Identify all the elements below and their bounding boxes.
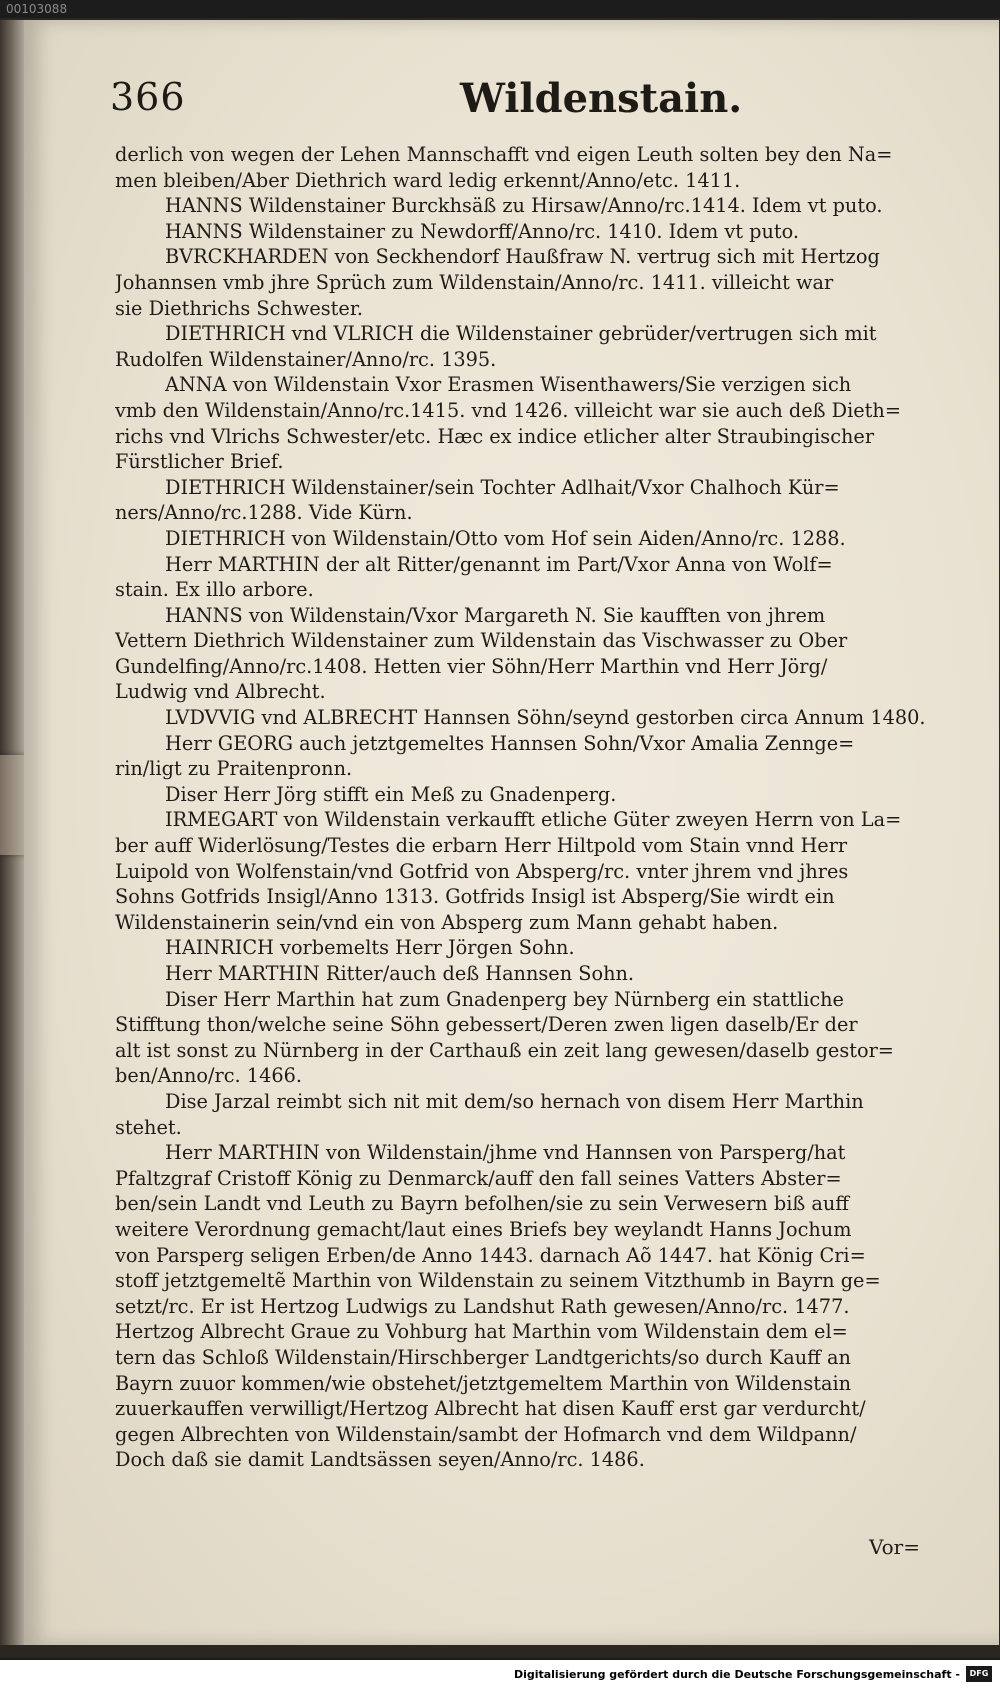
- text-line: HANNS Wildenstainer zu Newdorff/Anno/rc. 1410. Idem vt puto.: [165, 219, 800, 243]
- text-line: ners/Anno/rc.1288. Vide Kürn.: [115, 501, 413, 525]
- text-line: DIETHRICH Wildenstainer/sein Tochter Adlhait/Vxor Chalhoch Kür=: [165, 475, 840, 499]
- text-line: Stifftung thon/welche seine Söhn gebessert/Deren zwen ligen daselb/Er der: [115, 1013, 858, 1037]
- text-line: HAINRICH vorbemelts Herr Jörgen Sohn.: [165, 936, 575, 960]
- running-head: Wildenstain.: [460, 75, 743, 122]
- catchword: Vor=: [869, 1535, 920, 1559]
- text-line: HANNS von Wildenstain/Vxor Margareth N. Sie kaufften von jhrem: [165, 603, 826, 627]
- text-line: stehet.: [115, 1115, 182, 1139]
- text-line: Diser Herr Jörg stifft ein Meß zu Gnadenperg.: [165, 782, 617, 806]
- body-text: [115, 142, 945, 1473]
- text-line: richs vnd Vlrichs Schwester/etc. Hæc ex indice etlicher alter Straubingischer: [115, 424, 875, 448]
- text-line: Pfaltzgraf Cristoff König zu Denmarck/auff den fall seines Vatters Abster=: [115, 1166, 842, 1190]
- text-line: Herr MARTHIN der alt Ritter/genannt im Part/Vxor Anna von Wolf=: [165, 552, 833, 576]
- text-line: Johannsen vmb jhre Sprüch zum Wildenstain/Anno/rc. 1411. villeicht war: [115, 270, 834, 294]
- text-line: setzt/rc. Er ist Hertzog Ludwigs zu Landshut Rath gewesen/Anno/rc. 1477.: [115, 1294, 850, 1318]
- text-line: Bayrn zuuor kommen/wie obstehet/jetztgemeltem Marthin von Wildenstain: [115, 1371, 852, 1395]
- text-line: sie Diethrichs Schwester.: [115, 296, 364, 320]
- text-line: alt ist sonst zu Nürnberg in der Carthauß ein zeit lang gewesen/daselb gestor=: [115, 1038, 894, 1062]
- text-line: Herr GEORG auch jetztgemeltes Hannsen Sohn/Vxor Amalia Zennge=: [165, 731, 855, 755]
- dfg-logo: DFG: [966, 1666, 992, 1682]
- text-line: stoff jetztgemeltẽ Marthin von Wildenstain zu seinem Vitzthumb in Bayrn ge=: [115, 1269, 881, 1293]
- footer-bar: [0, 1660, 1000, 1692]
- page-number: 366: [110, 75, 186, 119]
- text-line: LVDVVIG vnd ALBRECHT Hannsen Söhn/seynd gestorben circa Annum 1480.: [165, 706, 926, 730]
- page-header: [90, 75, 950, 135]
- text-line: ben/sein Landt vnd Leuth zu Bayrn befolhen/sie zu sein Verwesern biß auff: [115, 1192, 849, 1216]
- text-line: ANNA von Wildenstain Vxor Erasmen Wisenthawers/Sie verzigen sich: [165, 373, 852, 397]
- text-line: vmb den Wildenstain/Anno/rc.1415. vnd 1426. villeicht war sie auch deß Dieth=: [115, 398, 901, 422]
- text-line: ber auff Widerlösung/Testes die erbarn Herr Hiltpold vom Stain vnnd Herr: [115, 834, 848, 858]
- text-line: stain. Ex illo arbore.: [115, 578, 314, 602]
- text-line: Diser Herr Marthin hat zum Gnadenperg bey Nürnberg ein stattliche: [165, 987, 844, 1011]
- text-line: DIETHRICH von Wildenstain/Otto vom Hof sein Aiden/Anno/rc. 1288.: [165, 526, 846, 550]
- text-line: rin/ligt zu Praitenpronn.: [115, 757, 353, 781]
- text-line: Dise Jarzal reimbt sich nit mit dem/so hernach von disem Herr Marthin: [165, 1089, 864, 1113]
- text-line: Wildenstainerin sein/vnd ein von Absperg zum Mann gehabt haben.: [115, 910, 779, 934]
- text-line: Vettern Diethrich Wildenstainer zum Wildenstain das Vischwasser zu Ober: [115, 629, 848, 653]
- text-line: Rudolfen Wildenstainer/Anno/rc. 1395.: [115, 347, 497, 371]
- text-line: gegen Albrechten von Wildenstain/sambt der Hofmarch vnd dem Wildpann/: [115, 1422, 857, 1446]
- funding-credit: Digitalisierung gefördert durch die Deutsche Forschungsgemeinschaft -: [513, 1668, 960, 1681]
- text-line: Hertzog Albrecht Graue zu Vohburg hat Marthin vom Wildenstain dem el=: [115, 1320, 848, 1344]
- text-line: Gundelfing/Anno/rc.1408. Hetten vier Söhn/Herr Marthin vnd Herr Jörg/: [115, 654, 828, 678]
- text-line: weitere Verordnung gemacht/laut eines Briefs bey weylandt Hanns Jochum: [115, 1217, 852, 1241]
- scan-id: 00103088: [6, 2, 68, 16]
- text-line: ben/Anno/rc. 1466.: [115, 1064, 303, 1088]
- text-line: Ludwig vnd Albrecht.: [115, 680, 326, 704]
- text-line: tern das Schloß Wildenstain/Hirschberger Landtgerichts/so durch Kauff an: [115, 1345, 851, 1369]
- text-line: Doch daß sie damit Landtsässen seyen/Anno/rc. 1486.: [115, 1448, 645, 1472]
- text-line: DIETHRICH vnd VLRICH die Wildenstainer gebrüder/vertrugen sich mit: [165, 322, 877, 346]
- text-line: von Parsperg seligen Erben/de Anno 1443. darnach Aõ 1447. hat König Cri=: [115, 1243, 866, 1267]
- text-line: Luipold von Wolfenstain/vnd Gotfrid von Absperg/rc. vnter jhrem vnd jhres: [115, 859, 849, 883]
- text-line: Sohns Gotfrids Insigl/Anno 1313. Gotfrids Insigl ist Absperg/Sie wirdt ein: [115, 885, 835, 909]
- text-line: HANNS Wildenstainer Burckhsäß zu Hirsaw/Anno/rc.1414. Idem vt puto.: [165, 194, 883, 218]
- text-line: Herr MARTHIN Ritter/auch deß Hannsen Sohn.: [165, 962, 635, 985]
- text-line: BVRCKHARDEN von Seckhendorf Haußfraw N. vertrug sich mit Hertzog: [165, 245, 880, 269]
- text-line: zuuerkauffen verwilligt/Hertzog Albrecht hat disen Kauff erst gar verdurcht/: [115, 1397, 866, 1421]
- text-line: IRMEGART von Wildenstain verkaufft etliche Güter zweyen Herrn von La=: [165, 808, 902, 832]
- text-line: derlich von wegen der Lehen Mannschafft vnd eigen Leuth solten bey den Na=: [115, 143, 893, 166]
- text-line: men bleiben/Aber Diethrich ward ledig erkennt/Anno/etc. 1411.: [115, 168, 741, 192]
- text-line: Fürstlicher Brief.: [115, 450, 284, 474]
- text-line: Herr MARTHIN von Wildenstain/jhme vnd Hannsen von Parsperg/hat: [165, 1141, 846, 1165]
